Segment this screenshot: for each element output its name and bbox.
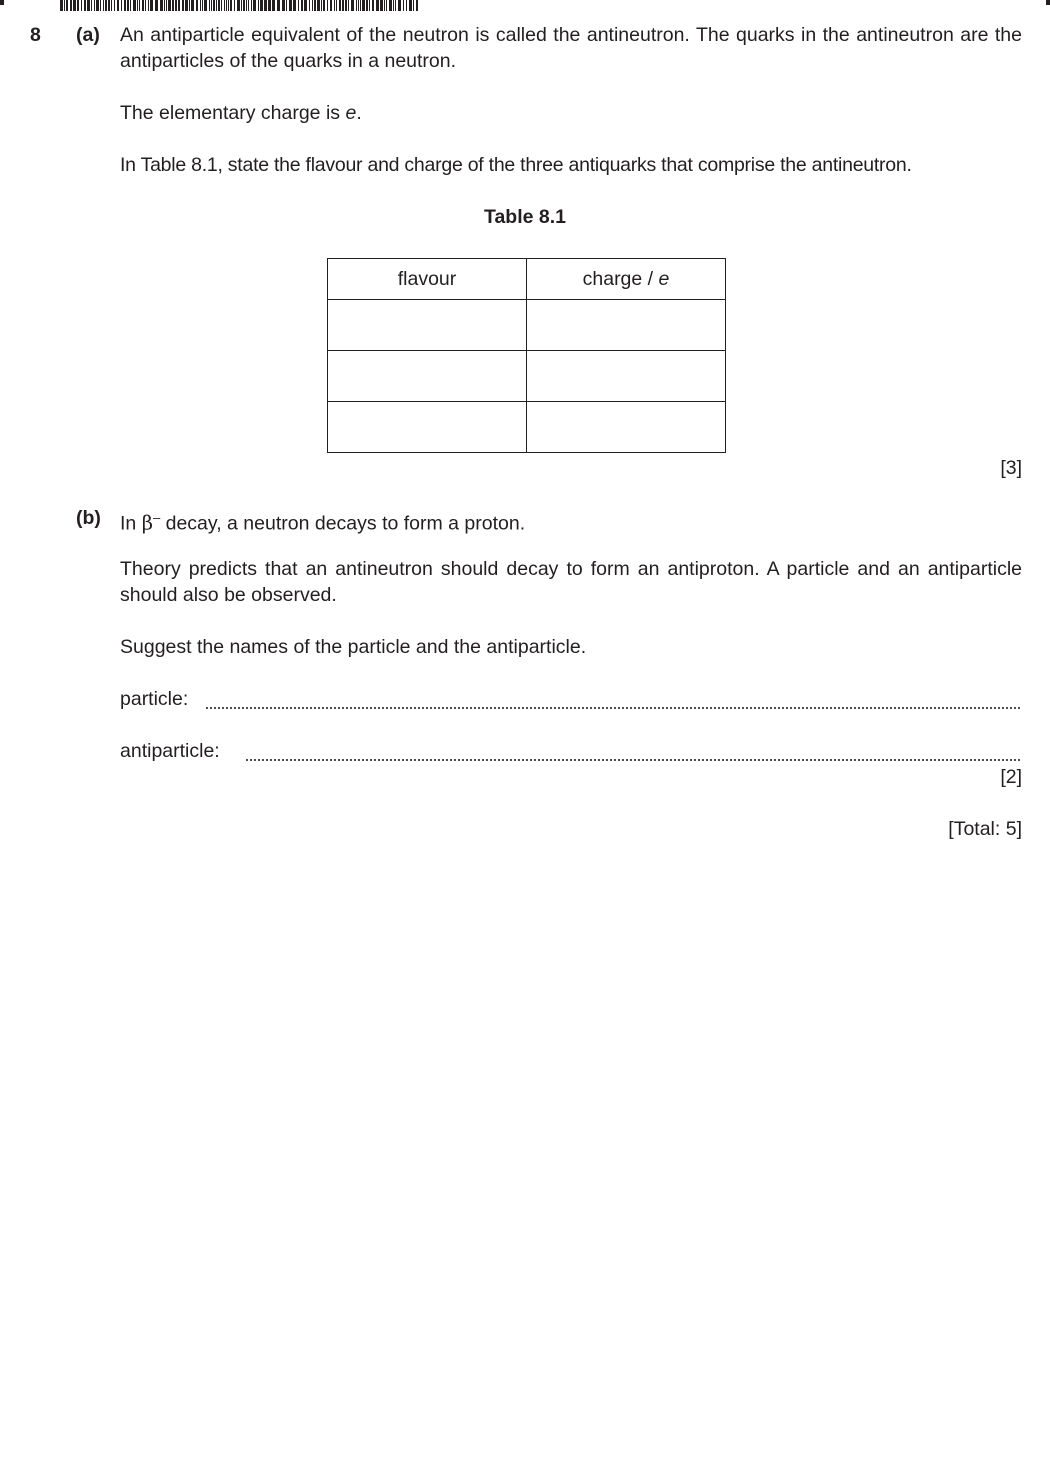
part-a-intro: An antiparticle equivalent of the neutron is called the antineutron. The quarks in the antineutron are the antiparticles of the quarks in a neutron.	[120, 24, 1022, 72]
antiparticle-label: antiparticle:	[120, 740, 220, 762]
particle-answer-line[interactable]	[205, 707, 1020, 709]
total-marks: [Total: 5]	[948, 818, 1022, 840]
flavour-cell[interactable]	[328, 300, 527, 351]
charge-cell[interactable]	[527, 300, 726, 351]
charge-suffix: .	[356, 102, 362, 124]
flavour-header: flavour	[328, 259, 527, 300]
table-title: Table 8.1	[483, 206, 566, 228]
part-b-theory: Theory predicts that an antineutron should decay to form an antiproton. A particle and an antiparticle should also be observed.	[120, 558, 1022, 606]
charge-prefix: The elementary charge is	[120, 102, 346, 124]
charge-cell[interactable]	[527, 351, 726, 402]
table-header-row	[328, 259, 726, 300]
charge-header	[527, 259, 726, 300]
antiparticle-answer-line[interactable]	[245, 759, 1020, 761]
table-row	[328, 402, 726, 453]
part-b-marks: [2]	[1000, 766, 1022, 788]
elementary-charge-statement	[120, 100, 362, 126]
flavour-cell[interactable]	[328, 402, 527, 453]
charge-header-text: charge /	[582, 267, 659, 290]
part-b-beta-statement	[120, 505, 525, 537]
charge-cell[interactable]	[527, 402, 726, 453]
table-row	[328, 300, 726, 351]
charge-header-unit: e	[658, 267, 670, 290]
particle-label: particle:	[120, 688, 189, 710]
part-a-instruction: In Table 8.1, state the flavour and charge of the three antiquarks that comprise the antineutron.	[120, 154, 912, 176]
charge-symbol: e	[345, 102, 357, 124]
part-a-label: (a)	[76, 24, 100, 46]
flavour-cell[interactable]	[328, 351, 527, 402]
beta-suffix: decay, a neutron decays to form a proton.	[160, 512, 526, 535]
crop-mark-left	[0, 0, 4, 5]
beta-superscript: –	[152, 510, 161, 525]
part-b-label: (b)	[76, 507, 101, 529]
question-number: 8	[30, 24, 41, 46]
antiquark-table	[327, 258, 726, 453]
table-row	[328, 351, 726, 402]
beta-prefix: In	[120, 512, 142, 535]
part-a-marks: [3]	[1000, 457, 1022, 479]
part-b-suggest: Suggest the names of the particle and the antiparticle.	[120, 636, 587, 658]
beta-symbol: β	[141, 511, 153, 535]
barcode-image	[60, 0, 420, 11]
crop-mark-right	[1046, 0, 1050, 5]
